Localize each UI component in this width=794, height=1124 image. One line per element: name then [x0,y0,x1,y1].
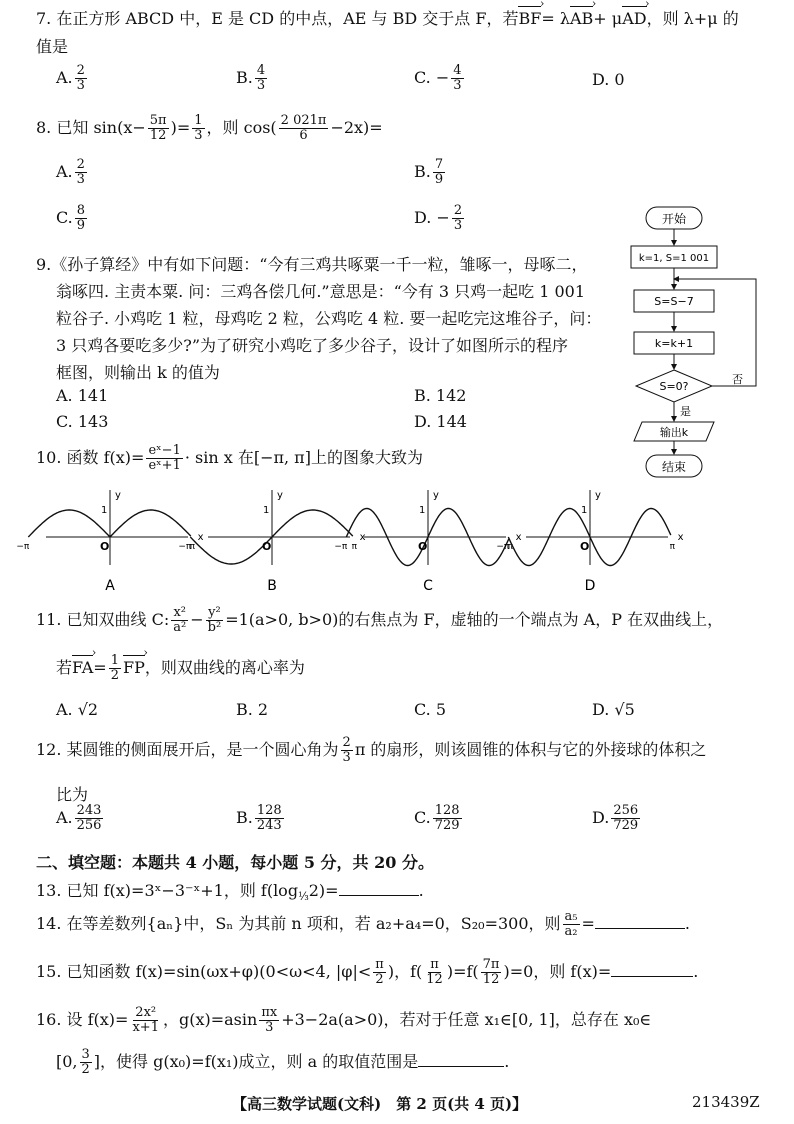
question-10: 10. 函数 f(x)= $\frac{\text{eˣ−1}}{\text{eˣ+1}}$ · sin x 在[−π, π]上的图象大致为 [36,443,423,473]
q8-option-b: B. $\frac{7}{9}$ [414,157,444,187]
q11-option-a: A. √2 [56,700,99,719]
section-2-heading: 二、填空题：本题共 4 小题，每小题 5 分，共 20 分。 [36,853,434,872]
tick-one: 1 [263,505,270,516]
q10-graphs [16,482,684,600]
origin-label: O [100,540,110,553]
flowchart [628,205,768,480]
q16-answer-blank[interactable] [418,1052,504,1067]
q9-option-b: B. 142 [414,386,467,405]
question-11-line1: 11. 已知双曲线 C: $\frac{\text{x²}}{\text{a²}}$ − $\frac{\text{y²}}{\text{b²}}$ =1(a>0, b>0)的右焦点为 F，虚轴的一个端点为 A，P 在双曲线上， [36,605,724,635]
tick-one: 1 [581,505,588,516]
footer-page-info: 【高三数学试题(文科) 第 2 页(共 4 页)】 [232,1095,528,1113]
flow-step1-label: S=S−7 [654,295,694,308]
question-9-line2: 翁啄四. 主责本粟. 问：三鸡各偿几何.”意思是：“今有 3 只鸡一起吃 1 001 [56,282,586,301]
graph-option-label: D [584,578,596,594]
flow-output-label: 输出k [659,426,689,439]
q9-option-c: C. 143 [56,412,109,431]
x-axis-label: x [359,532,366,543]
question-11-line2: 若FA ›= $\frac{1}{2}$ FP ›，则双曲线的离心率为 [56,654,305,683]
flow-yes-label: 是 [680,405,691,418]
tick-neg-pi: −π [16,542,30,552]
tick-neg-pi: −π [178,542,192,552]
q12-option-c: C. $\frac{128}{729}$ [414,803,460,833]
q15-answer-blank[interactable] [611,962,693,977]
origin-label: O [418,540,428,553]
graph-option-label: C [423,578,433,594]
q12-option-d: D. $\frac{256}{729}$ [592,803,639,833]
x-axis-label: x [677,532,684,543]
question-9-line4: 3 只鸡各要吃多少?”为了研究小鸡吃了多少谷子，设计了如图所示的程序 [56,336,569,355]
q7-option-a: A. $\frac{2}{3}$ [56,63,85,93]
question-14: 14. 在等差数列{aₙ}中，Sₙ 为其前 n 项和，若 a₂+a₄=0，S₂₀=300，则 $\frac{\text{a₅}}{\text{a₂}}$ = . [36,909,690,939]
tick-neg-pi: −π [496,542,510,552]
q12-option-a: A. $\frac{243}{256}$ [56,803,102,833]
q9-option-a: A. 141 [56,386,109,405]
flow-condition-label: S=0? [659,380,689,393]
question-13: 13. 已知 f(x)=3ˣ−3⁻ˣ+1，则 $f(\log_{\frac{1}{3}}2)=$ . [36,881,424,904]
q8-option-c: C. $\frac{8}{9}$ [56,203,86,233]
tick-pi: π [669,542,676,552]
graph-option-label: B [267,578,277,594]
q13-answer-blank[interactable] [339,881,419,896]
question-8: 8. 已知 sin(x− $\frac{5\pi}{12}$ )= $\frac{1}{3}$ ，则 cos( $\frac{2 021\pi}{6}$ −2x)= [36,113,383,143]
flow-end-label: 结束 [661,460,687,474]
x-axis-label: x [197,532,204,543]
graph-option-label: A [105,578,115,594]
tick-pi: π [351,542,358,552]
tick-pi: π [507,542,514,552]
footer-code: 213439Z [692,1093,760,1111]
question-16-line1: 16. 设 f(x)= $\frac{\text{2x²}}{x+1}$ ，g(x)=asin $\frac{\pi x}{3}$ +3−2a(a>0)，若对于任意 x₁∈[0, 1]，总存在 x₀∈ [36,1005,652,1035]
tick-neg-pi: −π [334,542,348,552]
flow-start-label: 开始 [661,212,687,226]
tick-pi: π [189,542,196,552]
question-15: 15. 已知函数 f(x)=sin(ωx+φ)(0<ω<4, |φ|< $\frac{\pi}{2}$ )，f( $\frac{\pi}{12}$ )=f( $\frac{7\pi}{12}$ )=0，则 f(x)= . [36,957,699,987]
question-9-line1: 9.《孙子算经》中有如下问题：“今有三鸡共啄粟一千一粒，雏啄一，母啄二， [36,255,588,274]
origin-label: O [262,540,272,553]
question-9-line3: 粒谷子. 小鸡吃 1 粒，母鸡吃 2 粒，公鸡吃 4 粒. 要一起吃完这堆谷子，问： [56,309,602,328]
flow-init-label: k=1, S=1 001 [638,253,710,264]
q12-option-b: B. $\frac{128}{243}$ [236,803,282,833]
y-axis-label: y [277,490,283,501]
y-axis-label: y [595,490,601,501]
question-7-line2: 值是 [36,37,69,56]
question-12-line2: 比为 [56,785,89,804]
q8-option-d: D. − $\frac{2}{3}$ [414,203,463,233]
q14-answer-blank[interactable] [595,914,685,929]
q9-option-d: D. 144 [414,412,467,431]
question-9-line5: 框图，则输出 k 的值为 [56,363,220,382]
y-axis-label: y [433,490,439,501]
origin-label: O [580,540,590,553]
flow-no-label: 否 [732,373,743,386]
q11-option-c: C. 5 [414,700,447,719]
x-axis-label: x [515,532,522,543]
tick-one: 1 [419,505,426,516]
question-12-line1: 12. 某圆锥的侧面展开后，是一个圆心角为 $\frac{2}{3}$ π 的扇形，则该圆锥的体积与它的外接球的体积之 [36,735,707,765]
y-axis-label: y [115,490,121,501]
q7-option-b: B. $\frac{4}{3}$ [236,63,266,93]
question-16-line2: [0, $\frac{3}{2}$ ]，使得 g(x₀)=f(x₁)成立，则 a 的取值范围是 . [56,1047,510,1077]
q7-option-d: D. 0 [592,70,625,89]
q8-option-a: A. $\frac{2}{3}$ [56,157,85,187]
q7-option-c: C. − $\frac{4}{3}$ [414,63,462,93]
flow-step2-label: k=k+1 [654,337,694,350]
q11-option-d: D. √5 [592,700,635,719]
q11-option-b: B. 2 [236,700,269,719]
question-7: 7. 在正方形 ABCD 中，E 是 CD 的中点，AE 与 BD 交于点 F，若BF ›= λAB ›+ μAD ›，则 λ+μ 的 [36,6,739,29]
tick-one: 1 [101,505,108,516]
